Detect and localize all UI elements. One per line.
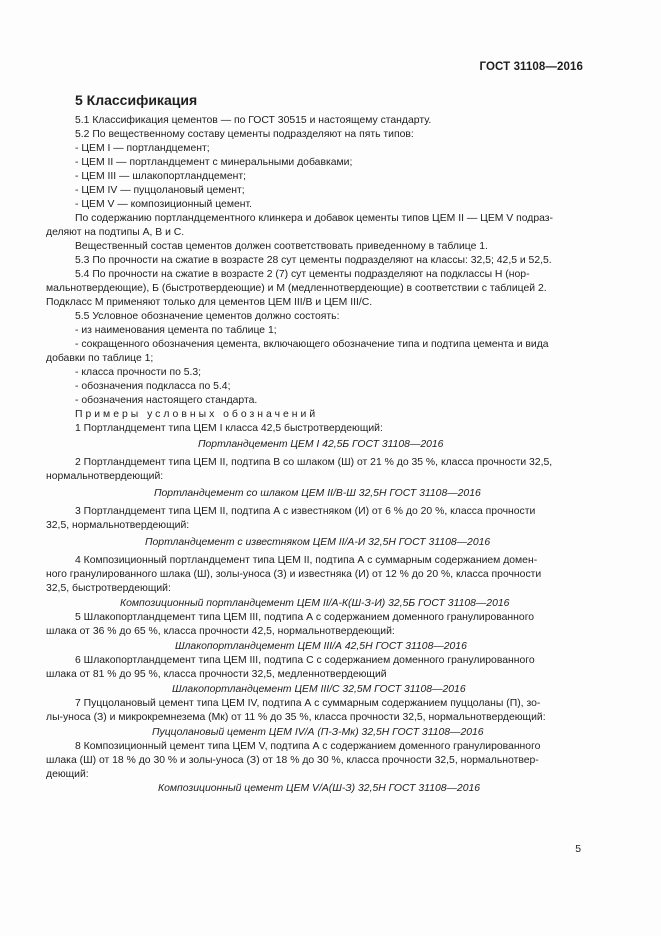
examples-heading: Примеры условных обозначений [75, 409, 319, 420]
list-item-cem2: - ЦЕМ II — портландцемент с минеральными добавками; [75, 157, 353, 168]
example-2-text-cont: нормальнотвердеющий: [46, 471, 164, 482]
paragraph-5-4-cont: мальнотвердеющие), Б (быстротвердеющие) и М (медленнотвердеющие) в соответствии с таблицей 2. [46, 283, 547, 294]
list-item-cem3: - ЦЕМ III — шлакопортландцемент; [75, 171, 246, 182]
paragraph-subtypes: По содержанию портландцементного клинкера и добавок цементы типов ЦЕМ II — ЦЕМ V подраз- [75, 213, 554, 224]
example-7-text-cont: лы-уноса (З) и микрокремнезема (Мк) от 11 % до 35 %, класса прочности 32,5, нормальнотвердеющий: [46, 712, 546, 723]
paragraph-5-1: 5.1 Классификация цементов — по ГОСТ 30515 и настоящему стандарту. [75, 115, 432, 126]
example-3-designation: Портландцемент с известняком ЦЕМ II/А-И 32,5Н ГОСТ 31108—2016 [145, 537, 491, 548]
example-7-designation: Пуццолановый цемент ЦЕМ IV/А (П-З-Мк) 32,5Н ГОСТ 31108—2016 [152, 727, 484, 738]
example-5-text-cont: шлака от 36 % до 65 %, класса прочности 42,5, нормальнотвердеющий: [46, 626, 395, 637]
example-3-text: 3 Портландцемент типа ЦЕМ II, подтипа А с известняком (И) от 6 % до 20 %, класса прочности [75, 506, 536, 517]
paragraph-5-4-cont2: Подкласс М применяют только для цементов ЦЕМ III/В и ЦЕМ III/С. [46, 297, 373, 308]
example-8-text: 8 Композиционный цемент типа ЦЕМ V, подтипа А с содержанием доменного гранулированного [75, 741, 541, 752]
list-item-abbrev-cont: добавки по таблице 1; [46, 353, 154, 364]
example-5-designation: Шлакопортландцемент ЦЕМ III/А 42,5Н ГОСТ 31108—2016 [175, 641, 467, 652]
list-item-name: - из наименования цемента по таблице 1; [75, 325, 277, 336]
list-item-cem4: - ЦЕМ IV — пуццолановый цемент; [75, 185, 245, 196]
example-6-designation: Шлакопортландцемент ЦЕМ III/С 32,5М ГОСТ 31108—2016 [172, 684, 466, 695]
paragraph-5-5: 5.5 Условное обозначение цементов должно состоять: [75, 311, 340, 322]
list-item-cem5: - ЦЕМ V — композиционный цемент. [75, 199, 252, 210]
paragraph-5-3: 5.3 По прочности на сжатие в возрасте 28 сут цементы подразделяют на классы: 32,5; 42,5 и 52,5. [75, 255, 552, 266]
example-5-text: 5 Шлакопортландцемент типа ЦЕМ III, подтипа А с содержанием доменного гранулированного [75, 612, 535, 623]
list-item-subclass: - обозначения подкласса по 5.4; [75, 381, 231, 392]
example-4-designation: Композиционный портландцемент ЦЕМ II/А-К(Ш-З-И) 32,5Б ГОСТ 31108—2016 [120, 598, 510, 609]
example-3-text-cont: 32,5, нормальнотвердеющий: [46, 520, 190, 531]
example-2-designation: Портландцемент со шлаком ЦЕМ II/В-Ш 32,5Н ГОСТ 31108—2016 [154, 488, 481, 499]
example-1-text: 1 Портландцемент типа ЦЕМ I класса 42,5 быстротвердеющий: [75, 423, 383, 434]
example-4-text: 4 Композиционный портландцемент типа ЦЕМ II, подтипа А с суммарным содержанием домен- [75, 555, 538, 566]
example-8-designation: Композиционный цемент ЦЕМ V/А(Ш-З) 32,5Н ГОСТ 31108—2016 [158, 783, 481, 794]
list-item-class: - класса прочности по 5.3; [75, 367, 202, 378]
example-8-text-cont2: деющий: [46, 769, 89, 780]
section-title: 5 Классификация [75, 92, 198, 108]
example-6-text: 6 Шлакопортландцемент типа ЦЕМ III, подтипа С с содержанием доменного гранулированного [75, 655, 535, 666]
standard-code-header: ГОСТ 31108—2016 [479, 61, 583, 73]
example-4-text-cont2: 32,5, быстротвердеющий: [46, 583, 171, 594]
example-2-text: 2 Портландцемент типа ЦЕМ II, подтипа В со шлаком (Ш) от 21 % до 35 %, класса прочности 32,5, [75, 457, 553, 468]
paragraph-5-2: 5.2 По вещественному составу цементы подразделяют на пять типов: [75, 129, 414, 140]
paragraph-composition: Вещественный состав цементов должен соответствовать приведенному в таблице 1. [75, 241, 488, 252]
example-7-text: 7 Пуццолановый цемент типа ЦЕМ IV, подтипа А с суммарным содержанием пуццоланы (П), зо- [75, 698, 541, 709]
example-1-designation: Портландцемент ЦЕМ I 42,5Б ГОСТ 31108—2016 [198, 439, 444, 450]
list-item-standard: - обозначения настоящего стандарта. [75, 395, 258, 406]
example-4-text-cont: ного гранулированного шлака (Ш), золы-уноса (З) и известняка (И) от 12 % до 20 %, класса прочности [46, 569, 542, 580]
example-8-text-cont: шлака (Ш) от 18 % до 30 % и золы-уноса (З) от 18 % до 30 %, класса прочности 32,5, нормальнотвер- [46, 755, 539, 766]
paragraph-subtypes-cont: деляют на подтипы А, В и С. [46, 227, 185, 238]
page-number: 5 [575, 844, 581, 855]
list-item-abbrev: - сокращенного обозначения цемента, включающего обозначение типа и подтипа цемента и вида [75, 339, 549, 350]
list-item-cem1: - ЦЕМ I — портландцемент; [75, 143, 210, 154]
paragraph-5-4: 5.4 По прочности на сжатие в возрасте 2 (7) сут цементы подразделяют на подклассы Н (нор- [75, 269, 530, 280]
example-6-text-cont: шлака от 81 % до 95 %, класса прочности 32,5, медленнотвердеющий [46, 669, 387, 680]
